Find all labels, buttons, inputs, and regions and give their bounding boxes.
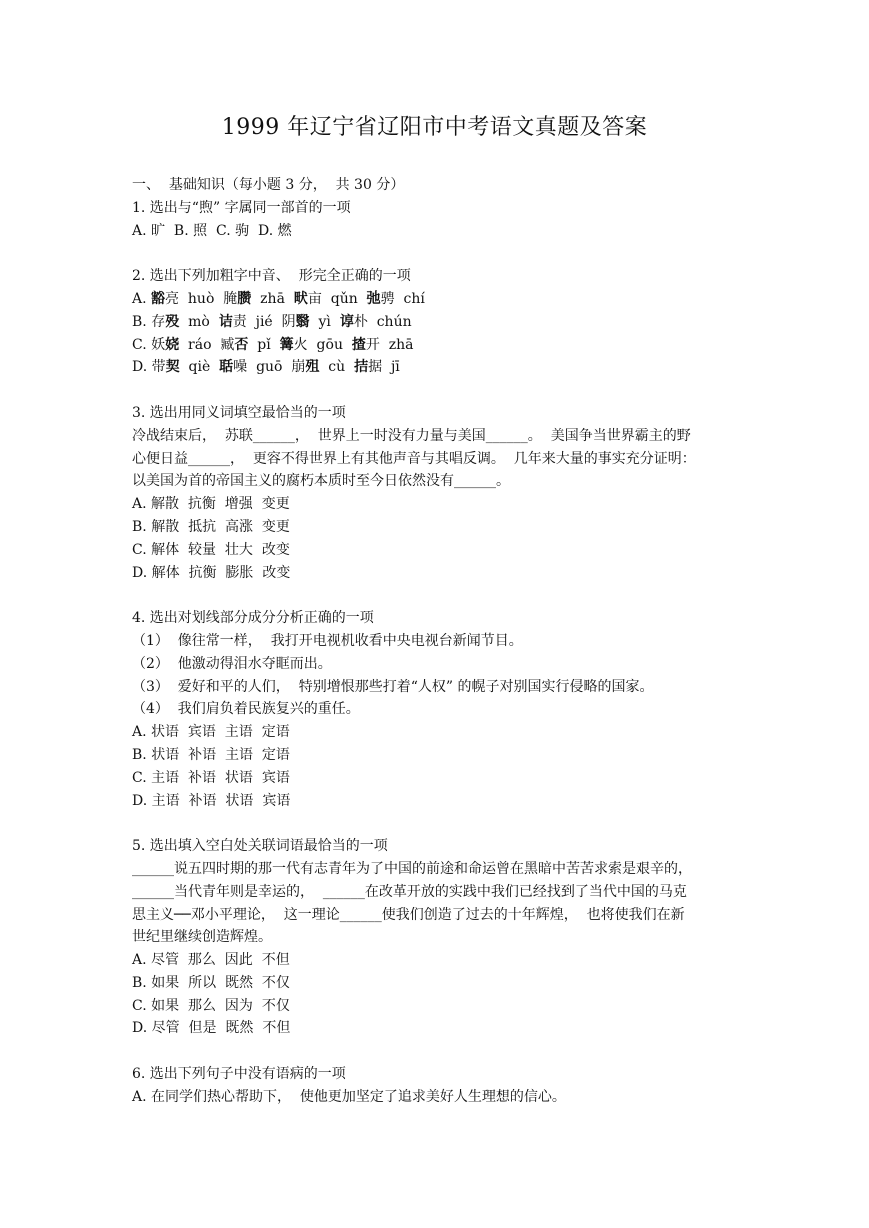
q2-option-b: B. 存殁 mò 诘责 jié 阴翳 yì 谆朴 chún xyxy=(132,313,412,330)
q3-stem: 3. 选出用同义词填空最恰当的一项 xyxy=(132,404,346,421)
document-body xyxy=(132,174,742,1109)
q5-stem: 5. 选出填入空白处关联词语最恰当的一项 xyxy=(132,838,388,855)
q4-item-2: （2） 他激动得泪水夺眶而出。 xyxy=(132,655,332,672)
q6-stem: 6. 选出下列句子中没有语病的一项 xyxy=(132,1066,346,1083)
q4-item-3: （3） 爱好和平的人们， 特别增恨那些打着“人权” 的幌子对别国实行侵略的国家。 xyxy=(132,678,654,695)
q5-passage-line-1: ______说五四时期的那一代有志青年为了中国的前途和命运曾在黑暗中苦苦求索是艰辛的， xyxy=(132,860,692,877)
q5-passage-line-2: ______当代青年则是幸运的， ______在改革开放的实践中我们已经找到了当代中国的马克 xyxy=(132,883,687,900)
q4-option-a: A. 状语 宾语 主语 定语 xyxy=(132,724,290,741)
q4-option-c: C. 主语 补语 状语 宾语 xyxy=(132,769,290,786)
q4-option-d: D. 主语 补语 状语 宾语 xyxy=(132,792,291,809)
q3-option-a: A. 解散 抗衡 增强 变更 xyxy=(132,496,290,513)
q5-option-b: B. 如果 所以 既然 不仅 xyxy=(132,974,290,991)
q4-item-4: （4） 我们肩负着民族复兴的重任。 xyxy=(132,701,360,718)
q3-passage-line-1: 冷战结束后， 苏联______， 世界上一时没有力量与美国______。 美国争当世界霸主的野 xyxy=(132,427,691,444)
q3-passage-line-3: 以美国为首的帝国主义的腐朽本质时至今日依然没有______。 xyxy=(132,473,510,490)
q2-option-a: A. 豁亮 huò 腌臜 zhā 畎亩 qǔn 弛骋 chí xyxy=(132,290,425,307)
q1-stem: 1. 选出与“煦” 字属同一部首的一项 xyxy=(132,199,351,216)
q4-item-1: （1） 像往常一样， 我打开电视机收看中央电视台新闻节目。 xyxy=(132,632,523,649)
q1-options: A. 旷 B. 照 C. 驹 D. 燃 xyxy=(132,222,292,239)
q5-passage-line-3: 思主义──邓小平理论， 这一理论______使我们创造了过去的十年辉煌， 也将使我们在新 xyxy=(132,906,685,923)
q2-option-c: C. 妖娆 ráo 臧否 pǐ 篝火 gōu 揸开 zhā xyxy=(132,336,414,353)
q2-stem: 2. 选出下列加粗字中音、 形完全正确的一项 xyxy=(132,268,411,285)
document-title: 1999 年辽宁省辽阳市中考语文真题及答案 xyxy=(221,115,648,140)
q5-option-a: A. 尽管 那么 因此 不但 xyxy=(132,952,290,969)
q5-option-c: C. 如果 那么 因为 不仅 xyxy=(132,997,290,1014)
q3-option-c: C. 解体 较量 壮大 改变 xyxy=(132,541,290,558)
q4-option-b: B. 状语 补语 主语 定语 xyxy=(132,746,290,763)
q5-passage-line-4: 世纪里继续创造辉煌。 xyxy=(132,929,272,946)
q3-option-b: B. 解散 抵抗 高涨 变更 xyxy=(132,518,290,535)
q4-stem: 4. 选出对划线部分成分分析正确的一项 xyxy=(132,610,374,627)
section-heading: 一、 基础知识（每小题 3 分， 共 30 分） xyxy=(132,177,405,193)
q2-option-d: D. 带契 qiè 聒噪 guō 崩殂 cù 拮据 jī xyxy=(132,359,400,376)
q6-option-a: A. 在同学们热心帮助下， 使他更加坚定了追求美好人生理想的信心。 xyxy=(132,1088,566,1105)
q3-passage-line-2: 心便日益______， 更容不得世界上有其他声音与其唱反调。 几年来大量的事实充分证明： xyxy=(132,450,696,467)
q3-option-d: D. 解体 抗衡 膨胀 改变 xyxy=(132,564,291,581)
q5-option-d: D. 尽管 但是 既然 不但 xyxy=(132,1020,291,1037)
